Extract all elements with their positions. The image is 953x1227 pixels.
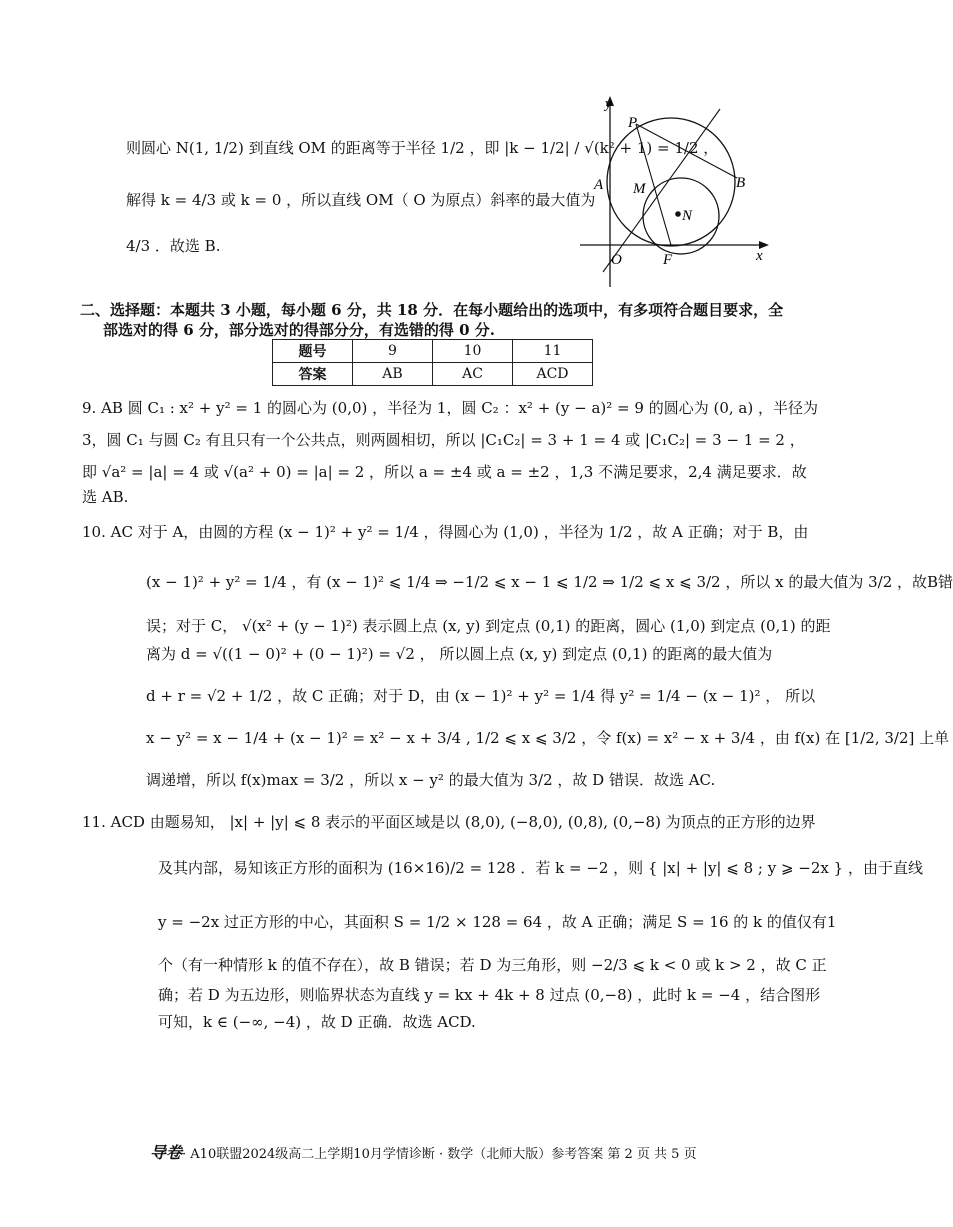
chord-pb [636,124,737,178]
label-b: B [736,175,746,191]
q10-line-6: x − y² = x − 1/4 + (x − 1)² = x² − x + 3/4 , 1/2 ⩽ x ⩽ 3/2 ，令 f(x) = x² − x + 3/4 ，由 f(x) 在 [1/2, 3/2] 上单 [146,729,950,747]
table-cell-answer: AC [433,363,513,386]
table-cell-number: 9 [353,340,433,363]
q10-line-4: 离为 d = √((1 − 0)² + (0 − 1)²) = √2 ， 所以圆上点 (x, y) 到定点 (0,1) 的距离的最大值为 [146,645,773,663]
q9-line-4: 选 AB. [82,488,129,506]
table-cell-number: 11 [513,340,593,363]
brand-logo: 导卷 [150,1143,183,1162]
label-f: F [663,252,673,268]
label-m: M [633,181,646,197]
q11-line-1: 11. ACD 由题易知， |x| + |y| ⩽ 8 表示的平面区域是以 (8,0), (−8,0), (0,8), (0,−8) 为顶点的正方形的边界 [82,813,816,831]
q9-line-2: 3，圆 C₁ 与圆 C₂ 有且只有一个公共点，则两圆相切，所以 |C₁C₂| = 3 + 1 = 4 或 |C₁C₂| = 3 − 1 = 2 ， [82,431,805,449]
table-cell-answer: ACD [513,363,593,386]
label-x: x [756,248,763,264]
table-header-answer: 答案 [273,363,353,386]
table-row-numbers [273,340,593,363]
q11-line-5: 确；若 D 为五边形，则临界状态为直线 y = kx + 4k + 8 过点 (0,−8) ，此时 k = −4 ，结合图形 [158,986,821,1004]
point-n [675,211,681,217]
circle-figure [575,92,775,292]
table-row-answers [273,363,593,386]
page-footer [150,1140,697,1163]
q11-line-3: y = −2x 过正方形的中心，其面积 S = 1/2 × 128 = 64 ，故 A 正确；满足 S = 16 的 k 的值仅有1 [158,913,837,931]
top-line-1: 则圆心 N(1, 1/2) 到直线 OM 的距离等于半径 1/2 ，即 |k − 1/2| / √(k² + 1) = 1/2 ， [126,139,719,157]
q11-line-4: 个（有一种情形 k 的值不存在），故 B 错误；若 D 为三角形，则 −2/3 ⩽ k < 0 或 k > 2 ，故 C 正 [158,956,827,974]
q11-line-6: 可知，k ∈ (−∞, −4) ，故 D 正确．故选 ACD. [158,1013,476,1031]
top-line-3: 4/3 ．故选 B. [126,237,221,255]
label-n: N [682,208,693,224]
answer-table [272,339,593,386]
label-a: A [594,177,604,193]
q10-line-7: 调递增，所以 f(x)max = 3/2 ，所以 x − y² 的最大值为 3/2 ，故 D 错误．故选 AC. [146,771,716,789]
q9-line-3: 即 √a² = |a| = 4 或 √(a² + 0) = |a| = 2 ，所以 a = ±4 或 a = ±2 ，1,3 不满足要求，2,4 满足要求．故 [82,463,807,481]
q10-line-2: (x − 1)² + y² = 1/4 ，有 (x − 1)² ⩽ 1/4 ⇒ −1/2 ⩽ x − 1 ⩽ 1/2 ⇒ 1/2 ⩽ x ⩽ 3/2 ，所以 x 的最大值为 3/2 ，故B错 [146,573,953,591]
q9-line-1: 9. AB 圆 C₁ : x² + y² = 1 的圆心为 (0,0) ，半径为 1，圆 C₂ ：x² + (y − a)² = 9 的圆心为 (0, a) ，半径为 [82,399,818,417]
footer-text: · A10联盟2024级高二上学期10月学情诊断 · 数学（北师大版）参考答案 第 2 页 共 5 页 [182,1147,697,1162]
label-o: O [611,252,622,268]
q10-line-5: d + r = √2 + 1/2 ，故 C 正确；对于 D，由 (x − 1)² + y² = 1/4 得 y² = 1/4 − (x − 1)² ， 所以 [146,687,816,705]
label-p: P [628,115,638,131]
section2-title-line-1: 二、选择题：本题共 3 小题，每小题 6 分，共 18 分．在每小题给出的选项中，有多项符合题目要求，全 [80,301,784,319]
top-line-2: 解得 k = 4/3 或 k = 0 ，所以直线 OM（ O 为原点）斜率的最大值为 [126,191,596,209]
q11-line-2: 及其内部，易知该正方形的面积为 (16×16)/2 = 128 ．若 k = −2 ，则 { |x| + |y| ⩽ 8 ; y ⩾ −2x } ，由于直线 [158,859,923,877]
q10-line-1: 10. AC 对于 A，由圆的方程 (x − 1)² + y² = 1/4 ，得圆心为 (1,0) ，半径为 1/2 ，故 A 正确；对于 B，由 [82,523,809,541]
label-y: y [605,96,612,112]
section2-title-line-2: 部选对的得 6 分，部分选对的得部分分，有选错的得 0 分. [103,321,495,339]
q10-line-3: 误；对于 C， √(x² + (y − 1)²) 表示圆上点 (x, y) 到定点 (0,1) 的距离，圆心 (1,0) 到定点 (0,1) 的距 [146,617,831,635]
table-cell-number: 10 [433,340,513,363]
table-cell-answer: AB [353,363,433,386]
table-header-number: 题号 [273,340,353,363]
big-circle [607,118,735,246]
